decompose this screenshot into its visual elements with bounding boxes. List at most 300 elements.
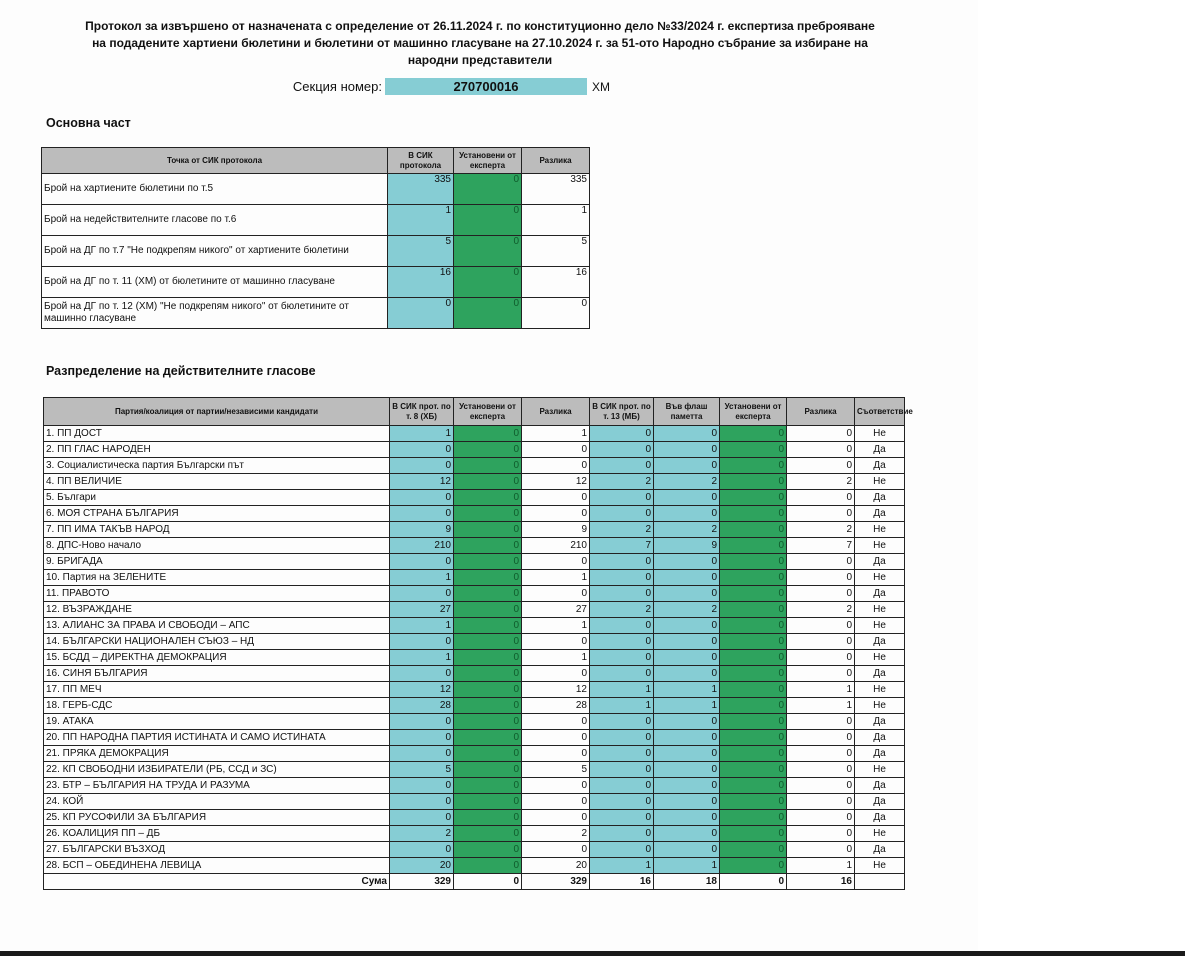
- party-name: 7. ПП ИМА ТАКЪВ НАРОД: [44, 522, 390, 538]
- party-name: 22. КП СВОБОДНИ ИЗБИРАТЕЛИ (РБ, ССД и ЗС): [44, 762, 390, 778]
- expert-machine-value: 0: [720, 826, 787, 842]
- expert-machine-value: 0: [720, 602, 787, 618]
- party-row: [44, 458, 905, 474]
- flash-memory-value: 1: [654, 682, 720, 698]
- sik-machine-value: 0: [590, 842, 654, 858]
- party-row: [44, 618, 905, 634]
- expert-paper-value: 0: [454, 666, 522, 682]
- sik-paper-value: 0: [390, 666, 454, 682]
- main-part-row: [42, 298, 590, 329]
- flash-memory-value: 0: [654, 570, 720, 586]
- expert-machine-value: 0: [720, 618, 787, 634]
- expert-paper-value: 0: [454, 842, 522, 858]
- expert-machine-value: 0: [720, 506, 787, 522]
- match-value: Не: [855, 522, 905, 538]
- expert-paper-value: 0: [454, 794, 522, 810]
- diff-machine-value: 0: [787, 794, 855, 810]
- bottom-edge: [0, 951, 1185, 956]
- diff-machine-value: 0: [787, 826, 855, 842]
- diff-paper-value: 0: [522, 490, 590, 506]
- party-row: [44, 858, 905, 874]
- expert-paper-value: 0: [454, 538, 522, 554]
- main-part-row: [42, 205, 590, 236]
- header-diff-machine: Разлика: [787, 398, 855, 426]
- match-value: Не: [855, 538, 905, 554]
- sum-sik-paper-value: 329: [390, 874, 454, 890]
- distribution-header-row: [44, 398, 905, 426]
- flash-memory-value: 0: [654, 730, 720, 746]
- sik-paper-value: 0: [390, 794, 454, 810]
- diff-machine-value: 0: [787, 490, 855, 506]
- party-row: [44, 698, 905, 714]
- flash-memory-value: 0: [654, 826, 720, 842]
- diff-paper-value: 1: [522, 618, 590, 634]
- main-part-diff-value: 0: [522, 298, 590, 329]
- title-line-1: Протокол за извършено от назначената с определение от 26.11.2024 г. по конституционно дело №33/2024 г. експертиза преброяване: [85, 19, 875, 33]
- diff-paper-value: 0: [522, 554, 590, 570]
- party-row: [44, 490, 905, 506]
- diff-machine-value: 0: [787, 842, 855, 858]
- expert-paper-value: 0: [454, 698, 522, 714]
- flash-memory-value: 0: [654, 714, 720, 730]
- main-part-label: Брой на недействителните гласове по т.6: [42, 205, 388, 236]
- diff-machine-value: 7: [787, 538, 855, 554]
- expert-machine-value: 0: [720, 586, 787, 602]
- expert-machine-value: 0: [720, 746, 787, 762]
- main-part-expert-value: 0: [454, 174, 522, 205]
- flash-memory-value: 0: [654, 746, 720, 762]
- sik-paper-value: 1: [390, 570, 454, 586]
- party-name: 10. Партия на ЗЕЛЕНИТЕ: [44, 570, 390, 586]
- main-part-sik-value: 1: [388, 205, 454, 236]
- flash-memory-value: 0: [654, 762, 720, 778]
- expert-paper-value: 0: [454, 506, 522, 522]
- flash-memory-value: 0: [654, 666, 720, 682]
- sik-paper-value: 20: [390, 858, 454, 874]
- flash-memory-value: 9: [654, 538, 720, 554]
- sik-machine-value: 0: [590, 426, 654, 442]
- expert-paper-value: 0: [454, 602, 522, 618]
- party-row: [44, 730, 905, 746]
- diff-paper-value: 0: [522, 586, 590, 602]
- main-part-diff-value: 16: [522, 267, 590, 298]
- diff-paper-value: 1: [522, 426, 590, 442]
- party-row: [44, 570, 905, 586]
- header-match: Съответствие: [855, 398, 905, 426]
- diff-machine-value: 0: [787, 746, 855, 762]
- expert-paper-value: 0: [454, 634, 522, 650]
- header-sik: В СИК протокола: [388, 148, 454, 174]
- diff-machine-value: 1: [787, 858, 855, 874]
- main-part-sik-value: 335: [388, 174, 454, 205]
- title-line-3: народни представители: [407, 53, 553, 67]
- expert-paper-value: 0: [454, 858, 522, 874]
- main-part-label: Брой на ДГ по т. 12 (ХМ) "Не подкрепям никого" от бюлетините от машинно гласуване: [42, 298, 388, 329]
- sik-paper-value: 12: [390, 474, 454, 490]
- party-name: 2. ПП ГЛАС НАРОДЕН: [44, 442, 390, 458]
- main-part-sik-value: 5: [388, 236, 454, 267]
- header-sik-machine: В СИК прот. по т. 13 (МБ): [590, 398, 654, 426]
- party-name: 26. КОАЛИЦИЯ ПП – ДБ: [44, 826, 390, 842]
- match-value: Да: [855, 794, 905, 810]
- party-row: [44, 602, 905, 618]
- diff-machine-value: 2: [787, 602, 855, 618]
- distribution-table: [43, 397, 913, 890]
- header-expert: Установени от експерта: [454, 148, 522, 174]
- diff-paper-value: 2: [522, 826, 590, 842]
- party-name: 13. АЛИАНС ЗА ПРАВА И СВОБОДИ – АПС: [44, 618, 390, 634]
- expert-machine-value: 0: [720, 490, 787, 506]
- diff-paper-value: 0: [522, 842, 590, 858]
- flash-memory-value: 0: [654, 506, 720, 522]
- party-row: [44, 650, 905, 666]
- main-part-row: [42, 236, 590, 267]
- diff-paper-value: 0: [522, 810, 590, 826]
- main-part-diff-value: 5: [522, 236, 590, 267]
- sik-machine-value: 0: [590, 826, 654, 842]
- match-value: Да: [855, 730, 905, 746]
- match-value: Не: [855, 618, 905, 634]
- expert-machine-value: 0: [720, 698, 787, 714]
- diff-paper-value: 5: [522, 762, 590, 778]
- expert-paper-value: 0: [454, 490, 522, 506]
- section-number: 270700016: [385, 78, 587, 95]
- diff-paper-value: 210: [522, 538, 590, 554]
- diff-paper-value: 0: [522, 442, 590, 458]
- sik-machine-value: 0: [590, 714, 654, 730]
- match-value: Да: [855, 490, 905, 506]
- party-name: 15. БСДД – ДИРЕКТНА ДЕМОКРАЦИЯ: [44, 650, 390, 666]
- header-expert-paper: Установени от експерта: [454, 398, 522, 426]
- main-part-row: [42, 174, 590, 205]
- party-name: 21. ПРЯКА ДЕМОКРАЦИЯ: [44, 746, 390, 762]
- header-point: Точка от СИК протокола: [42, 148, 388, 174]
- diff-machine-value: 1: [787, 682, 855, 698]
- match-value: Да: [855, 842, 905, 858]
- flash-memory-value: 0: [654, 778, 720, 794]
- document-title: [40, 18, 920, 69]
- sum-row: [44, 874, 905, 890]
- main-part-heading: Основна част: [46, 116, 131, 130]
- party-row: [44, 666, 905, 682]
- sik-paper-value: 0: [390, 746, 454, 762]
- diff-paper-value: 12: [522, 474, 590, 490]
- party-name: 19. АТАКА: [44, 714, 390, 730]
- diff-machine-value: 0: [787, 570, 855, 586]
- expert-machine-value: 0: [720, 810, 787, 826]
- match-value: Не: [855, 602, 905, 618]
- header-diff-paper: Разлика: [522, 398, 590, 426]
- main-part-label: Брой на ДГ по т.7 "Не подкрепям никого" от хартиените бюлетини: [42, 236, 388, 267]
- diff-paper-value: 28: [522, 698, 590, 714]
- main-part-table: [41, 147, 590, 329]
- diff-paper-value: 12: [522, 682, 590, 698]
- match-value: Да: [855, 746, 905, 762]
- header-party: Партия/коалиция от партии/независими кандидати: [44, 398, 390, 426]
- diff-paper-value: 0: [522, 666, 590, 682]
- match-value: Не: [855, 762, 905, 778]
- diff-machine-value: 0: [787, 618, 855, 634]
- sik-machine-value: 0: [590, 746, 654, 762]
- flash-memory-value: 0: [654, 794, 720, 810]
- expert-machine-value: 0: [720, 714, 787, 730]
- section-number-row: [0, 78, 978, 96]
- main-part-expert-value: 0: [454, 298, 522, 329]
- party-name: 28. БСП – ОБЕДИНЕНА ЛЕВИЦА: [44, 858, 390, 874]
- header-diff: Разлика: [522, 148, 590, 174]
- sik-machine-value: 0: [590, 506, 654, 522]
- expert-paper-value: 0: [454, 714, 522, 730]
- section-suffix: ХМ: [592, 80, 610, 94]
- sik-machine-value: 2: [590, 522, 654, 538]
- expert-paper-value: 0: [454, 570, 522, 586]
- party-name: 8. ДПС-Ново начало: [44, 538, 390, 554]
- diff-machine-value: 0: [787, 442, 855, 458]
- party-name: 17. ПП МЕЧ: [44, 682, 390, 698]
- party-row: [44, 554, 905, 570]
- sik-paper-value: 0: [390, 842, 454, 858]
- diff-paper-value: 9: [522, 522, 590, 538]
- flash-memory-value: 0: [654, 442, 720, 458]
- diff-paper-value: 27: [522, 602, 590, 618]
- sik-paper-value: 0: [390, 714, 454, 730]
- diff-paper-value: 0: [522, 746, 590, 762]
- flash-memory-value: 0: [654, 810, 720, 826]
- sum-flash-memory-value: 18: [654, 874, 720, 890]
- expert-machine-value: 0: [720, 730, 787, 746]
- party-name: 25. КП РУСОФИЛИ ЗА БЪЛГАРИЯ: [44, 810, 390, 826]
- main-part-diff-value: 1: [522, 205, 590, 236]
- match-value: Не: [855, 474, 905, 490]
- party-name: 16. СИНЯ БЪЛГАРИЯ: [44, 666, 390, 682]
- flash-memory-value: 0: [654, 842, 720, 858]
- expert-machine-value: 0: [720, 650, 787, 666]
- sik-paper-value: 5: [390, 762, 454, 778]
- sik-paper-value: 2: [390, 826, 454, 842]
- expert-machine-value: 0: [720, 522, 787, 538]
- diff-paper-value: 0: [522, 458, 590, 474]
- diff-machine-value: 0: [787, 458, 855, 474]
- sik-machine-value: 0: [590, 650, 654, 666]
- diff-machine-value: 0: [787, 762, 855, 778]
- diff-paper-value: 0: [522, 714, 590, 730]
- party-row: [44, 426, 905, 442]
- diff-machine-value: 0: [787, 650, 855, 666]
- match-value: Да: [855, 810, 905, 826]
- section-label: Секция номер:: [292, 79, 382, 94]
- sik-paper-value: 0: [390, 810, 454, 826]
- diff-machine-value: 1: [787, 698, 855, 714]
- diff-machine-value: 0: [787, 554, 855, 570]
- party-row: [44, 506, 905, 522]
- flash-memory-value: 0: [654, 426, 720, 442]
- flash-memory-value: 2: [654, 474, 720, 490]
- sik-machine-value: 0: [590, 810, 654, 826]
- main-part-expert-value: 0: [454, 205, 522, 236]
- party-name: 20. ПП НАРОДНА ПАРТИЯ ИСТИНАТА И САМО ИСТИНАТА: [44, 730, 390, 746]
- sik-machine-value: 1: [590, 682, 654, 698]
- party-row: [44, 762, 905, 778]
- party-name: 11. ПРАВОТО: [44, 586, 390, 602]
- expert-machine-value: 0: [720, 858, 787, 874]
- sik-machine-value: 2: [590, 602, 654, 618]
- sum-sik-machine-value: 16: [590, 874, 654, 890]
- sum-expert-machine-value: 0: [720, 874, 787, 890]
- sik-paper-value: 0: [390, 634, 454, 650]
- flash-memory-value: 0: [654, 650, 720, 666]
- expert-paper-value: 0: [454, 650, 522, 666]
- main-part-expert-value: 0: [454, 267, 522, 298]
- flash-memory-value: 1: [654, 698, 720, 714]
- diff-machine-value: 0: [787, 506, 855, 522]
- flash-memory-value: 0: [654, 586, 720, 602]
- sik-machine-value: 0: [590, 554, 654, 570]
- expert-paper-value: 0: [454, 474, 522, 490]
- sik-machine-value: 0: [590, 586, 654, 602]
- party-row: [44, 474, 905, 490]
- sik-paper-value: 0: [390, 442, 454, 458]
- flash-memory-value: 1: [654, 858, 720, 874]
- sum-match-empty: [855, 874, 905, 890]
- sik-paper-value: 9: [390, 522, 454, 538]
- party-name: 24. КОЙ: [44, 794, 390, 810]
- diff-paper-value: 0: [522, 634, 590, 650]
- match-value: Не: [855, 698, 905, 714]
- party-name: 5. Българи: [44, 490, 390, 506]
- sik-machine-value: 0: [590, 794, 654, 810]
- diff-paper-value: 0: [522, 778, 590, 794]
- expert-machine-value: 0: [720, 458, 787, 474]
- party-name: 3. Социалистическа партия Български път: [44, 458, 390, 474]
- sik-machine-value: 0: [590, 570, 654, 586]
- expert-machine-value: 0: [720, 634, 787, 650]
- party-row: [44, 682, 905, 698]
- expert-paper-value: 0: [454, 618, 522, 634]
- party-row: [44, 794, 905, 810]
- match-value: Да: [855, 506, 905, 522]
- party-row: [44, 586, 905, 602]
- flash-memory-value: 0: [654, 634, 720, 650]
- diff-machine-value: 0: [787, 426, 855, 442]
- expert-machine-value: 0: [720, 762, 787, 778]
- distribution-heading: Разпределение на действителните гласове: [46, 364, 316, 378]
- match-value: Да: [855, 778, 905, 794]
- party-row: [44, 442, 905, 458]
- sik-machine-value: 0: [590, 458, 654, 474]
- expert-paper-value: 0: [454, 810, 522, 826]
- sik-machine-value: 0: [590, 778, 654, 794]
- sik-machine-value: 0: [590, 666, 654, 682]
- party-name: 27. БЪЛГАРСКИ ВЪЗХОД: [44, 842, 390, 858]
- main-part-label: Брой на хартиените бюлетини по т.5: [42, 174, 388, 205]
- expert-machine-value: 0: [720, 538, 787, 554]
- diff-machine-value: 0: [787, 730, 855, 746]
- sik-paper-value: 210: [390, 538, 454, 554]
- flash-memory-value: 0: [654, 554, 720, 570]
- expert-paper-value: 0: [454, 554, 522, 570]
- expert-paper-value: 0: [454, 762, 522, 778]
- expert-paper-value: 0: [454, 682, 522, 698]
- party-row: [44, 778, 905, 794]
- flash-memory-value: 2: [654, 602, 720, 618]
- diff-paper-value: 0: [522, 506, 590, 522]
- expert-machine-value: 0: [720, 778, 787, 794]
- diff-machine-value: 0: [787, 666, 855, 682]
- sik-machine-value: 0: [590, 634, 654, 650]
- match-value: Да: [855, 714, 905, 730]
- match-value: Не: [855, 570, 905, 586]
- party-row: [44, 842, 905, 858]
- expert-paper-value: 0: [454, 746, 522, 762]
- expert-machine-value: 0: [720, 442, 787, 458]
- diff-paper-value: 0: [522, 794, 590, 810]
- diff-machine-value: 0: [787, 778, 855, 794]
- match-value: Не: [855, 826, 905, 842]
- match-value: Да: [855, 634, 905, 650]
- right-margin: [978, 0, 1185, 956]
- header-expert-machine: Установени от експерта: [720, 398, 787, 426]
- expert-machine-value: 0: [720, 682, 787, 698]
- diff-machine-value: 0: [787, 810, 855, 826]
- sik-machine-value: 0: [590, 490, 654, 506]
- expert-paper-value: 0: [454, 826, 522, 842]
- expert-machine-value: 0: [720, 570, 787, 586]
- diff-machine-value: 0: [787, 634, 855, 650]
- sik-paper-value: 28: [390, 698, 454, 714]
- flash-memory-value: 0: [654, 458, 720, 474]
- sik-paper-value: 27: [390, 602, 454, 618]
- party-row: [44, 538, 905, 554]
- sum-label: Сума: [44, 874, 390, 890]
- match-value: Да: [855, 554, 905, 570]
- party-name: 6. МОЯ СТРАНА БЪЛГАРИЯ: [44, 506, 390, 522]
- title-line-2: на подадените хартиени бюлетини и бюлетини от машинно гласуване на 27.10.2024 г. за 51-ото Народно събрание за избиране на: [92, 36, 868, 50]
- diff-paper-value: 20: [522, 858, 590, 874]
- main-part-sik-value: 16: [388, 267, 454, 298]
- expert-machine-value: 0: [720, 474, 787, 490]
- sik-paper-value: 0: [390, 586, 454, 602]
- diff-paper-value: 0: [522, 730, 590, 746]
- party-row: [44, 714, 905, 730]
- sik-machine-value: 2: [590, 474, 654, 490]
- party-name: 9. БРИГАДА: [44, 554, 390, 570]
- diff-machine-value: 2: [787, 522, 855, 538]
- sik-paper-value: 0: [390, 778, 454, 794]
- expert-machine-value: 0: [720, 666, 787, 682]
- sik-paper-value: 12: [390, 682, 454, 698]
- diff-paper-value: 1: [522, 650, 590, 666]
- expert-paper-value: 0: [454, 458, 522, 474]
- match-value: Не: [855, 682, 905, 698]
- sik-machine-value: 0: [590, 730, 654, 746]
- expert-paper-value: 0: [454, 778, 522, 794]
- flash-memory-value: 0: [654, 618, 720, 634]
- sik-machine-value: 0: [590, 442, 654, 458]
- main-part-diff-value: 335: [522, 174, 590, 205]
- main-part-header-row: [42, 148, 590, 174]
- match-value: Да: [855, 458, 905, 474]
- match-value: Не: [855, 426, 905, 442]
- party-name: 23. БТР – БЪЛГАРИЯ НА ТРУДА И РАЗУМА: [44, 778, 390, 794]
- sik-paper-value: 1: [390, 618, 454, 634]
- main-part-expert-value: 0: [454, 236, 522, 267]
- sik-machine-value: 0: [590, 618, 654, 634]
- expert-machine-value: 0: [720, 554, 787, 570]
- sik-paper-value: 1: [390, 650, 454, 666]
- sik-machine-value: 1: [590, 698, 654, 714]
- main-part-sik-value: 0: [388, 298, 454, 329]
- flash-memory-value: 2: [654, 522, 720, 538]
